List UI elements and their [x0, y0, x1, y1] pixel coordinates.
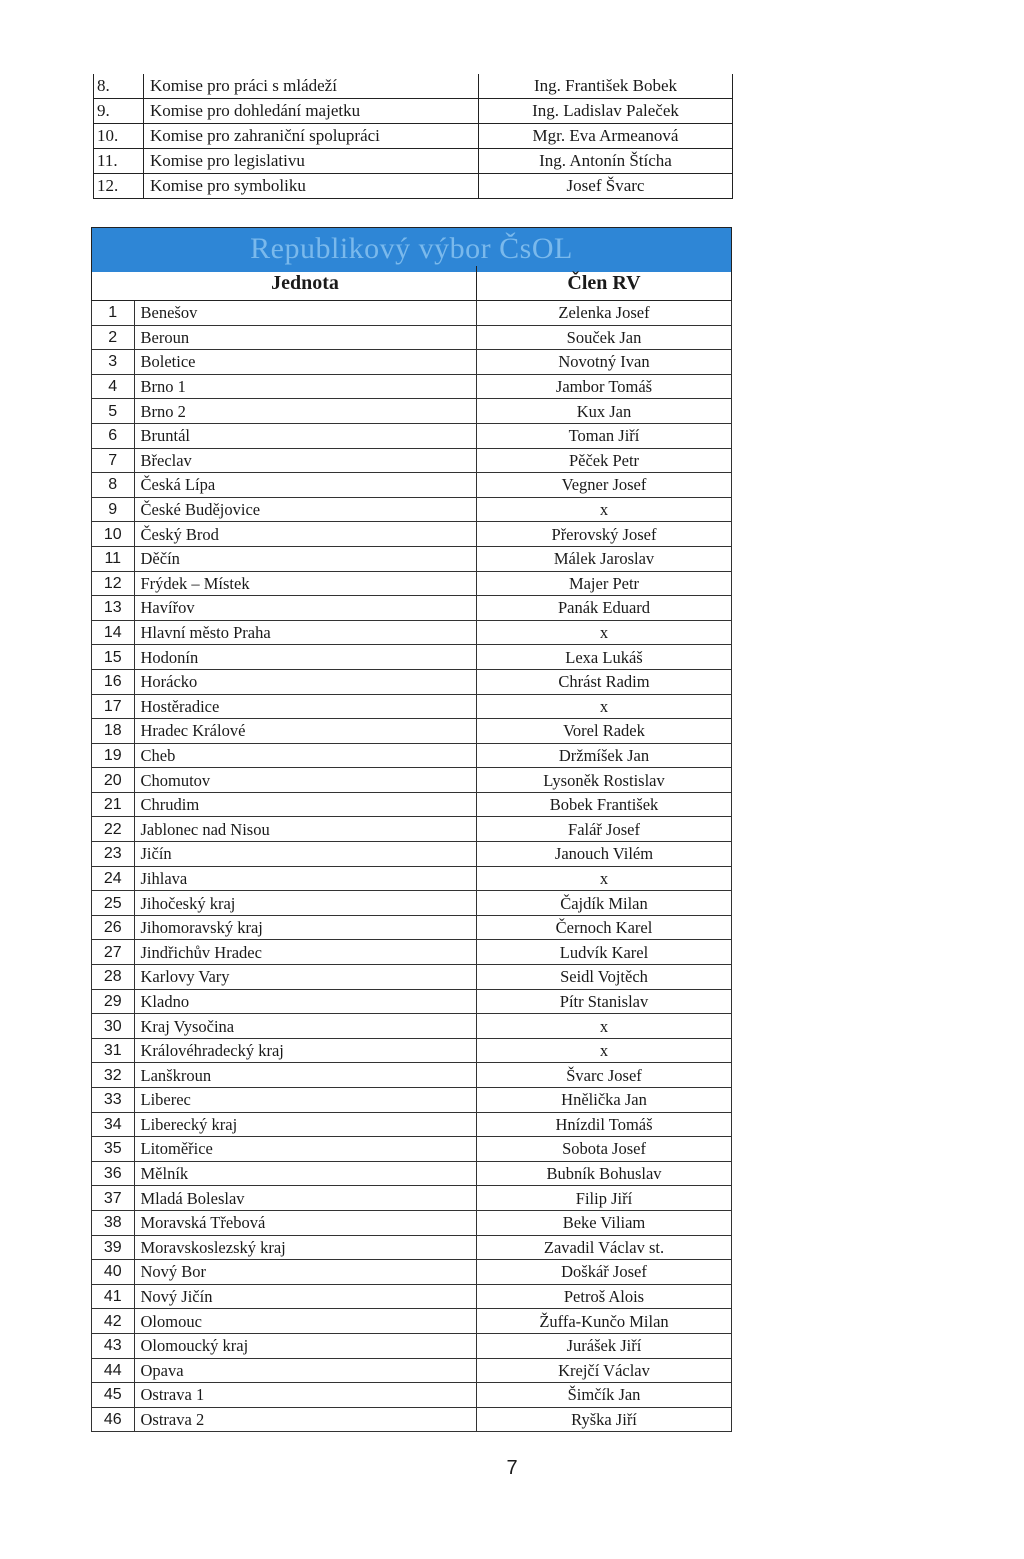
row-number: 35 — [92, 1137, 135, 1162]
unit-name: Mělník — [134, 1161, 477, 1186]
unit-name: České Budějovice — [134, 497, 477, 522]
row-number: 6 — [92, 423, 135, 448]
member-name: Bubník Bohuslav — [477, 1161, 732, 1186]
row-number: 40 — [92, 1260, 135, 1285]
unit-name: Kraj Vysočina — [134, 1014, 477, 1039]
republic-committee-banner — [91, 227, 732, 266]
page-number: 7 — [506, 1457, 518, 1479]
row-number: 3 — [92, 350, 135, 375]
member-name: Bobek František — [477, 792, 732, 817]
table-row — [92, 743, 732, 768]
table-row — [92, 1284, 732, 1309]
table-row — [92, 645, 732, 670]
table-row — [92, 620, 732, 645]
member-name: Falář Josef — [477, 817, 732, 842]
member-name: Jambor Tomáš — [477, 374, 732, 399]
member-name: Toman Jiří — [477, 423, 732, 448]
member-name: Doškář Josef — [477, 1260, 732, 1285]
unit-name: Hlavní město Praha — [134, 620, 477, 645]
commission-name: Komise pro legislativu — [144, 149, 479, 174]
unit-name: Bruntál — [134, 423, 477, 448]
row-number: 38 — [92, 1210, 135, 1235]
table-row — [92, 694, 732, 719]
row-number: 41 — [92, 1284, 135, 1309]
row-number: 17 — [92, 694, 135, 719]
republic-committee-title: Republikový výbor ČsOL — [250, 232, 573, 265]
row-number: 30 — [92, 1014, 135, 1039]
unit-name: Jihočeský kraj — [134, 891, 477, 916]
unit-name: Jablonec nad Nisou — [134, 817, 477, 842]
table-row — [92, 350, 732, 375]
table-row — [92, 842, 732, 867]
row-number: 37 — [92, 1186, 135, 1211]
unit-name: Moravská Třebová — [134, 1210, 477, 1235]
commission-chair: Ing. Ladislav Paleček — [479, 99, 733, 124]
row-number: 21 — [92, 792, 135, 817]
unit-name: Lanškroun — [134, 1063, 477, 1088]
member-name: Panák Eduard — [477, 596, 732, 621]
table-row — [92, 1014, 732, 1039]
row-number: 1 — [92, 301, 135, 326]
republic-committee-section — [91, 227, 732, 1432]
table-row — [92, 497, 732, 522]
row-number: 23 — [92, 842, 135, 867]
row-number: 45 — [92, 1383, 135, 1408]
row-number: 8 — [92, 473, 135, 498]
unit-name: Benešov — [134, 301, 477, 326]
commission-row — [94, 149, 733, 174]
row-number: 15 — [92, 645, 135, 670]
member-name: Majer Petr — [477, 571, 732, 596]
unit-name: Nový Jičín — [134, 1284, 477, 1309]
unit-name: Královéhradecký kraj — [134, 1038, 477, 1063]
unit-name: Liberec — [134, 1088, 477, 1113]
table-row — [92, 325, 732, 350]
member-name: Kux Jan — [477, 399, 732, 424]
table-row — [92, 1088, 732, 1113]
unit-name: Chomutov — [134, 768, 477, 793]
table-header-row — [92, 266, 732, 301]
table-row — [92, 719, 732, 744]
column-header-unit: Jednota — [134, 266, 477, 301]
row-number: 10 — [92, 522, 135, 547]
member-name: x — [477, 1038, 732, 1063]
table-row — [92, 669, 732, 694]
unit-name: Brno 2 — [134, 399, 477, 424]
table-row — [92, 1161, 732, 1186]
member-name: x — [477, 497, 732, 522]
unit-name: Karlovy Vary — [134, 965, 477, 990]
row-number: 29 — [92, 989, 135, 1014]
unit-name: Břeclav — [134, 448, 477, 473]
republic-committee-table — [91, 266, 732, 1432]
member-name: Chrást Radim — [477, 669, 732, 694]
member-name: Filip Jiří — [477, 1186, 732, 1211]
unit-name: Opava — [134, 1358, 477, 1383]
unit-name: Boletice — [134, 350, 477, 375]
table-row — [92, 448, 732, 473]
unit-name: Olomouc — [134, 1309, 477, 1334]
commission-name: Komise pro práci s mládeží — [144, 74, 479, 99]
member-name: Beke Viliam — [477, 1210, 732, 1235]
table-row — [92, 1235, 732, 1260]
member-name: Vorel Radek — [477, 719, 732, 744]
member-name: Přerovský Josef — [477, 522, 732, 547]
member-name: Lexa Lukáš — [477, 645, 732, 670]
row-number: 12 — [92, 571, 135, 596]
table-row — [92, 817, 732, 842]
table-row — [92, 423, 732, 448]
commission-name: Komise pro symboliku — [144, 174, 479, 199]
unit-name: Jindřichův Hradec — [134, 940, 477, 965]
unit-name: Beroun — [134, 325, 477, 350]
table-row — [92, 1333, 732, 1358]
table-row — [92, 1137, 732, 1162]
commission-row — [94, 174, 733, 199]
table-row — [92, 940, 732, 965]
table-row — [92, 866, 732, 891]
member-name: Novotný Ivan — [477, 350, 732, 375]
member-name: Vegner Josef — [477, 473, 732, 498]
member-name: Zavadil Václav st. — [477, 1235, 732, 1260]
table-row — [92, 399, 732, 424]
commission-chair: Ing. František Bobek — [479, 74, 733, 99]
commission-chair: Mgr. Eva Armeanová — [479, 124, 733, 149]
table-row — [92, 1112, 732, 1137]
table-row — [92, 1038, 732, 1063]
column-header-member: Člen RV — [477, 266, 732, 301]
table-row — [92, 965, 732, 990]
row-number: 36 — [92, 1161, 135, 1186]
member-name: Petroš Alois — [477, 1284, 732, 1309]
unit-name: Olomoucký kraj — [134, 1333, 477, 1358]
row-number: 26 — [92, 915, 135, 940]
row-number: 32 — [92, 1063, 135, 1088]
row-number: 24 — [92, 866, 135, 891]
member-name: Pítr Stanislav — [477, 989, 732, 1014]
commission-row — [94, 99, 733, 124]
row-number: 9 — [92, 497, 135, 522]
row-number: 4 — [92, 374, 135, 399]
unit-name: Hostěradice — [134, 694, 477, 719]
row-number: 46 — [92, 1407, 135, 1432]
commissions-table — [93, 74, 733, 199]
unit-name: Liberecký kraj — [134, 1112, 477, 1137]
row-number: 34 — [92, 1112, 135, 1137]
unit-name: Hodonín — [134, 645, 477, 670]
commission-chair: Josef Švarc — [479, 174, 733, 199]
row-number: 14 — [92, 620, 135, 645]
unit-name: Cheb — [134, 743, 477, 768]
member-name: Sobota Josef — [477, 1137, 732, 1162]
unit-name: Jihomoravský kraj — [134, 915, 477, 940]
member-name: Krejčí Václav — [477, 1358, 732, 1383]
table-row — [92, 1407, 732, 1432]
table-row — [92, 1063, 732, 1088]
commission-number: 11. — [94, 149, 144, 174]
row-number: 13 — [92, 596, 135, 621]
unit-name: Brno 1 — [134, 374, 477, 399]
member-name: Hnízdil Tomáš — [477, 1112, 732, 1137]
table-row — [92, 1210, 732, 1235]
row-number: 43 — [92, 1333, 135, 1358]
table-row — [92, 1309, 732, 1334]
table-row — [92, 1358, 732, 1383]
table-row — [92, 989, 732, 1014]
table-row — [92, 374, 732, 399]
unit-name: Hradec Králové — [134, 719, 477, 744]
member-name: Držmíšek Jan — [477, 743, 732, 768]
unit-name: Jihlava — [134, 866, 477, 891]
unit-name: Mladá Boleslav — [134, 1186, 477, 1211]
commission-number: 9. — [94, 99, 144, 124]
unit-name: Kladno — [134, 989, 477, 1014]
row-number: 20 — [92, 768, 135, 793]
row-number: 33 — [92, 1088, 135, 1113]
unit-name: Český Brod — [134, 522, 477, 547]
commission-row — [94, 124, 733, 149]
row-number: 19 — [92, 743, 135, 768]
unit-name: Moravskoslezský kraj — [134, 1235, 477, 1260]
member-name: Lysoněk Rostislav — [477, 768, 732, 793]
table-row — [92, 1260, 732, 1285]
unit-name: Děčín — [134, 546, 477, 571]
republic-committee-table-body — [92, 301, 732, 1432]
unit-name: Česká Lípa — [134, 473, 477, 498]
row-number: 5 — [92, 399, 135, 424]
row-number: 11 — [92, 546, 135, 571]
unit-name: Havířov — [134, 596, 477, 621]
commission-chair: Ing. Antonín Štícha — [479, 149, 733, 174]
unit-name: Nový Bor — [134, 1260, 477, 1285]
member-name: Žuffa-Kunčo Milan — [477, 1309, 732, 1334]
unit-name: Chrudim — [134, 792, 477, 817]
member-name: Švarc Josef — [477, 1063, 732, 1088]
unit-name: Jičín — [134, 842, 477, 867]
member-name: Janouch Vilém — [477, 842, 732, 867]
row-number: 42 — [92, 1309, 135, 1334]
table-row — [92, 891, 732, 916]
row-number: 25 — [92, 891, 135, 916]
member-name: Ludvík Karel — [477, 940, 732, 965]
commission-number: 8. — [94, 74, 144, 99]
member-name: Seidl Vojtěch — [477, 965, 732, 990]
commission-row — [94, 74, 733, 99]
row-number: 22 — [92, 817, 135, 842]
row-number: 7 — [92, 448, 135, 473]
table-row — [92, 546, 732, 571]
table-row — [92, 301, 732, 326]
row-number: 39 — [92, 1235, 135, 1260]
table-row — [92, 792, 732, 817]
table-row — [92, 1383, 732, 1408]
member-name: x — [477, 1014, 732, 1039]
member-name: Zelenka Josef — [477, 301, 732, 326]
unit-name: Ostrava 2 — [134, 1407, 477, 1432]
member-name: Málek Jaroslav — [477, 546, 732, 571]
column-header-number — [92, 266, 135, 301]
table-row — [92, 1186, 732, 1211]
commission-number: 12. — [94, 174, 144, 199]
unit-name: Frýdek – Místek — [134, 571, 477, 596]
member-name: Pěček Petr — [477, 448, 732, 473]
table-row — [92, 596, 732, 621]
unit-name: Ostrava 1 — [134, 1383, 477, 1408]
row-number: 44 — [92, 1358, 135, 1383]
member-name: Černoch Karel — [477, 915, 732, 940]
member-name: Jurášek Jiří — [477, 1333, 732, 1358]
commission-name: Komise pro dohledání majetku — [144, 99, 479, 124]
row-number: 28 — [92, 965, 135, 990]
member-name: Souček Jan — [477, 325, 732, 350]
member-name: Hnělička Jan — [477, 1088, 732, 1113]
table-row — [92, 522, 732, 547]
unit-name: Horácko — [134, 669, 477, 694]
commissions-table-body — [94, 74, 733, 199]
unit-name: Litoměřice — [134, 1137, 477, 1162]
member-name: x — [477, 694, 732, 719]
table-row — [92, 473, 732, 498]
table-row — [92, 768, 732, 793]
member-name: Šimčík Jan — [477, 1383, 732, 1408]
member-name: Čajdík Milan — [477, 891, 732, 916]
table-row — [92, 915, 732, 940]
member-name: x — [477, 866, 732, 891]
commission-name: Komise pro zahraniční spolupráci — [144, 124, 479, 149]
row-number: 18 — [92, 719, 135, 744]
row-number: 2 — [92, 325, 135, 350]
table-row — [92, 571, 732, 596]
row-number: 27 — [92, 940, 135, 965]
row-number: 16 — [92, 669, 135, 694]
commission-number: 10. — [94, 124, 144, 149]
member-name: x — [477, 620, 732, 645]
row-number: 31 — [92, 1038, 135, 1063]
member-name: Ryška Jiří — [477, 1407, 732, 1432]
